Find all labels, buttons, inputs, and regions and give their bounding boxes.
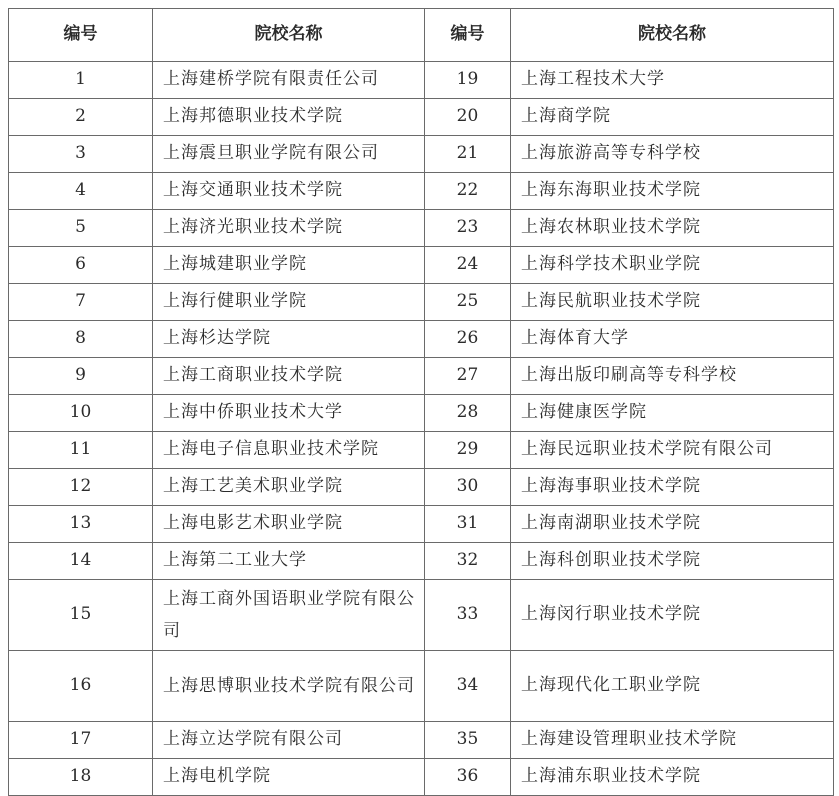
- table-row: [9, 722, 834, 759]
- header-number-left: 编号: [9, 9, 153, 62]
- table-row: [9, 321, 834, 358]
- row-number-right: 34: [425, 651, 511, 722]
- college-name-right: 上海浦东职业技术学院: [511, 759, 834, 796]
- table-row: [9, 580, 834, 651]
- row-number-left: 11: [9, 432, 153, 469]
- row-number-left: 6: [9, 247, 153, 284]
- table-row: [9, 469, 834, 506]
- college-name-right: 上海建设管理职业技术学院: [511, 722, 834, 759]
- college-name-left: 上海交通职业技术学院: [153, 173, 425, 210]
- college-name-right: 上海民远职业技术学院有限公司: [511, 432, 834, 469]
- header-row: [9, 9, 834, 62]
- college-name-right: 上海商学院: [511, 99, 834, 136]
- row-number-left: 15: [9, 580, 153, 651]
- row-number-right: 32: [425, 543, 511, 580]
- college-name-right: 上海南湖职业技术学院: [511, 506, 834, 543]
- header-number-right: 编号: [425, 9, 511, 62]
- table-row: [9, 247, 834, 284]
- row-number-left: 8: [9, 321, 153, 358]
- row-number-left: 14: [9, 543, 153, 580]
- row-number-right: 25: [425, 284, 511, 321]
- college-name-left: 上海震旦职业学院有限公司: [153, 136, 425, 173]
- table-row: [9, 432, 834, 469]
- row-number-right: 22: [425, 173, 511, 210]
- college-name-left: 上海电子信息职业技术学院: [153, 432, 425, 469]
- table-row: [9, 759, 834, 796]
- row-number-right: 20: [425, 99, 511, 136]
- row-number-right: 28: [425, 395, 511, 432]
- college-name-right: 上海体育大学: [511, 321, 834, 358]
- row-number-left: 3: [9, 136, 153, 173]
- college-name-left: 上海工商职业技术学院: [153, 358, 425, 395]
- row-number-right: 31: [425, 506, 511, 543]
- table-row: [9, 506, 834, 543]
- college-list-table: [8, 8, 834, 796]
- college-name-left: 上海立达学院有限公司: [153, 722, 425, 759]
- row-number-right: 33: [425, 580, 511, 651]
- college-name-right: 上海健康医学院: [511, 395, 834, 432]
- row-number-left: 5: [9, 210, 153, 247]
- college-name-right: 上海旅游高等专科学校: [511, 136, 834, 173]
- college-name-left: 上海济光职业技术学院: [153, 210, 425, 247]
- header-name-left: 院校名称: [153, 9, 425, 62]
- row-number-left: 17: [9, 722, 153, 759]
- college-name-left: 上海杉达学院: [153, 321, 425, 358]
- row-number-right: 36: [425, 759, 511, 796]
- college-name-left: 上海工艺美术职业学院: [153, 469, 425, 506]
- row-number-right: 19: [425, 62, 511, 99]
- table-row: [9, 358, 834, 395]
- table-row: [9, 210, 834, 247]
- table-row: [9, 651, 834, 722]
- row-number-left: 10: [9, 395, 153, 432]
- college-name-left: 上海工商外国语职业学院有限公司: [153, 580, 425, 651]
- college-name-left: 上海电影艺术职业学院: [153, 506, 425, 543]
- college-name-right: 上海科创职业技术学院: [511, 543, 834, 580]
- college-name-right: 上海科学技术职业学院: [511, 247, 834, 284]
- table-row: [9, 99, 834, 136]
- row-number-left: 9: [9, 358, 153, 395]
- college-name-left: 上海思博职业技术学院有限公司: [153, 651, 425, 722]
- table-row: [9, 284, 834, 321]
- college-name-left: 上海电机学院: [153, 759, 425, 796]
- row-number-left: 16: [9, 651, 153, 722]
- row-number-left: 13: [9, 506, 153, 543]
- row-number-right: 30: [425, 469, 511, 506]
- row-number-right: 35: [425, 722, 511, 759]
- table-row: [9, 543, 834, 580]
- row-number-left: 18: [9, 759, 153, 796]
- row-number-right: 29: [425, 432, 511, 469]
- table-row: [9, 173, 834, 210]
- college-name-right: 上海出版印刷高等专科学校: [511, 358, 834, 395]
- college-name-left: 上海中侨职业技术大学: [153, 395, 425, 432]
- row-number-left: 4: [9, 173, 153, 210]
- college-name-right: 上海闵行职业技术学院: [511, 580, 834, 651]
- college-name-right: 上海现代化工职业学院: [511, 651, 834, 722]
- row-number-right: 27: [425, 358, 511, 395]
- row-number-left: 12: [9, 469, 153, 506]
- college-name-right: 上海海事职业技术学院: [511, 469, 834, 506]
- college-name-left: 上海第二工业大学: [153, 543, 425, 580]
- college-name-left: 上海建桥学院有限责任公司: [153, 62, 425, 99]
- row-number-left: 7: [9, 284, 153, 321]
- college-name-right: 上海民航职业技术学院: [511, 284, 834, 321]
- college-name-right: 上海工程技术大学: [511, 62, 834, 99]
- college-name-right: 上海东海职业技术学院: [511, 173, 834, 210]
- college-name-left: 上海邦德职业技术学院: [153, 99, 425, 136]
- college-name-right: 上海农林职业技术学院: [511, 210, 834, 247]
- row-number-right: 24: [425, 247, 511, 284]
- table-row: [9, 136, 834, 173]
- college-name-left: 上海行健职业学院: [153, 284, 425, 321]
- row-number-right: 23: [425, 210, 511, 247]
- header-name-right: 院校名称: [511, 9, 834, 62]
- table-row: [9, 62, 834, 99]
- row-number-left: 2: [9, 99, 153, 136]
- table-row: [9, 395, 834, 432]
- row-number-right: 21: [425, 136, 511, 173]
- row-number-right: 26: [425, 321, 511, 358]
- row-number-left: 1: [9, 62, 153, 99]
- college-name-left: 上海城建职业学院: [153, 247, 425, 284]
